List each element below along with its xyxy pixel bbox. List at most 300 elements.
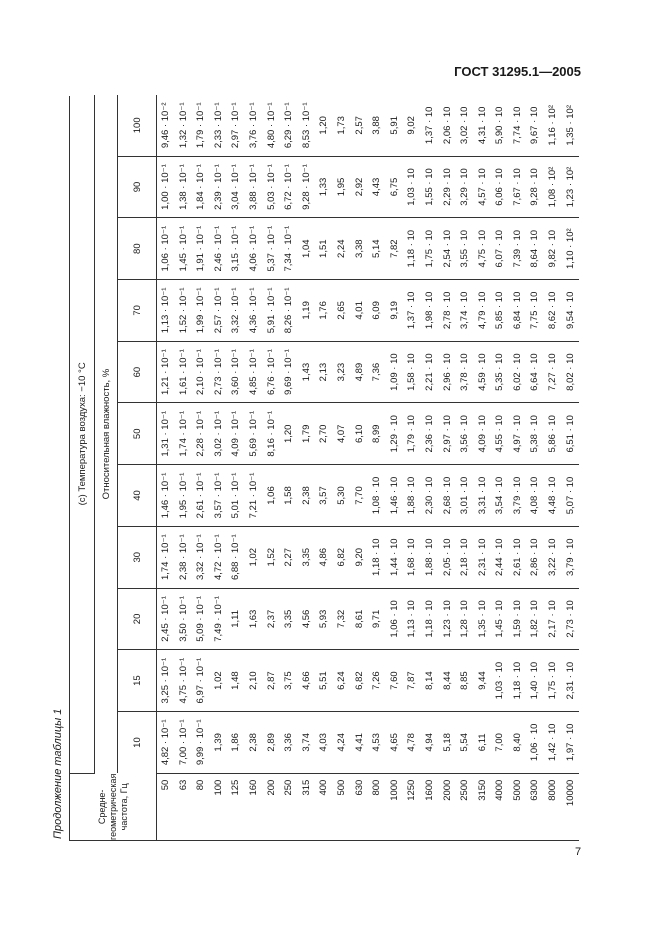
attenuation-cell: 1,03 · 10 (403, 156, 421, 218)
attenuation-cell: 4,57 · 10 (474, 156, 492, 218)
frequency-cell: 63 (177, 779, 189, 791)
table-row (562, 95, 580, 840)
attenuation-cell: 2,30 · 10 (421, 465, 439, 527)
attenuation-cell: 3,25 · 10⁻¹ (157, 650, 175, 712)
attenuation-cell: 4,59 · 10 (474, 341, 492, 403)
attenuation-cell: 2,89 (263, 711, 281, 773)
attenuation-cell: 2,38 (245, 711, 263, 773)
attenuation-cell: 1,95 (333, 156, 351, 218)
attenuation-cell: 4,75 · 10 (474, 218, 492, 280)
temperature-header: (с) Температура воздуха: −10 °С (70, 95, 95, 773)
attenuation-cell: 1,52 (263, 526, 281, 588)
document-header: ГОСТ 31295.1—2005 (454, 64, 581, 79)
table-border (69, 96, 579, 841)
humidity-value-header: 10 (118, 711, 157, 773)
attenuation-cell: 3,56 · 10 (456, 403, 474, 465)
attenuation-cell: 1,46 · 10⁻¹ (157, 465, 175, 527)
attenuation-cell: 2,68 · 10 (439, 465, 457, 527)
attenuation-cell: 6,11 (474, 711, 492, 773)
attenuation-cell: 1,32 · 10⁻¹ (175, 95, 193, 156)
humidity-value-header: 60 (118, 341, 157, 403)
attenuation-cell: 9,54 · 10 (562, 280, 580, 342)
attenuation-cell: 2,18 · 10 (456, 526, 474, 588)
frequency-cell: 6300 (529, 779, 541, 801)
attenuation-cell: 1,63 (245, 588, 263, 650)
attenuation-cell: 1,37 · 10 (421, 95, 439, 156)
attenuation-cell: 6,72 · 10⁻¹ (280, 156, 298, 218)
attenuation-cell: 4,66 (298, 650, 316, 712)
attenuation-cell: 1,45 · 10⁻¹ (175, 218, 193, 280)
attenuation-cell: 1,08 · 10 (368, 465, 386, 527)
attenuation-cell: 3,29 · 10 (456, 156, 474, 218)
attenuation-cell: 1,59 · 10 (509, 588, 527, 650)
frequency-cell: 1600 (423, 779, 435, 801)
humidity-value-header: 70 (118, 280, 157, 342)
attenuation-cell: 1,91 · 10⁻¹ (192, 218, 210, 280)
attenuation-cell: 6,76 · 10⁻¹ (263, 341, 281, 403)
attenuation-cell: 9,46 · 10⁻² (157, 95, 175, 156)
attenuation-cell: 4,97 · 10 (509, 403, 527, 465)
frequency-cell: 2000 (441, 779, 453, 801)
attenuation-cell: 3,01 · 10 (456, 465, 474, 527)
attenuation-cell: 1,37 · 10 (403, 280, 421, 342)
attenuation-cell: 2,28 · 10⁻¹ (192, 403, 210, 465)
attenuation-cell: 8,02 · 10 (562, 341, 580, 403)
attenuation-cell: 7,70 (351, 465, 369, 527)
attenuation-cell: 6,09 (368, 280, 386, 342)
attenuation-cell: 3,55 · 10 (456, 218, 474, 280)
attenuation-cell: 3,38 (351, 218, 369, 280)
attenuation-cell: 5,07 · 10 (562, 465, 580, 527)
table-row (526, 95, 544, 840)
attenuation-cell: 8,53 · 10⁻¹ (298, 95, 316, 156)
attenuation-cell: 2,10 · 10⁻¹ (192, 341, 210, 403)
attenuation-cell: 6,75 (386, 156, 404, 218)
attenuation-cell: 1,21 · 10⁻¹ (157, 341, 175, 403)
attenuation-cell: 4,53 (368, 711, 386, 773)
attenuation-cell: 5,18 (439, 711, 457, 773)
attenuation-cell: 2,92 (351, 156, 369, 218)
attenuation-cell: 5,54 (456, 711, 474, 773)
attenuation-cell: 1,02 (210, 650, 228, 712)
attenuation-cell: 1,79 (298, 403, 316, 465)
attenuation-cell: 8,26 · 10⁻¹ (280, 280, 298, 342)
attenuation-cell: 1,98 · 10 (421, 280, 439, 342)
attenuation-cell: 6,82 (351, 650, 369, 712)
frequency-cell: 800 (371, 779, 383, 796)
frequency-cell: 4000 (494, 779, 506, 801)
attenuation-cell: 1,06 · 10 (386, 588, 404, 650)
table-row (333, 95, 351, 840)
attenuation-cell: 3,32 · 10⁻¹ (192, 526, 210, 588)
table-row (263, 95, 281, 840)
attenuation-cell: 7,34 · 10⁻¹ (280, 218, 298, 280)
attenuation-cell: 1,84 · 10⁻¹ (192, 156, 210, 218)
attenuation-cell: 3,79 · 10 (509, 465, 527, 527)
table-row (368, 95, 386, 840)
attenuation-cell: 2,10 (245, 650, 263, 712)
attenuation-cell: 2,44 · 10 (491, 526, 509, 588)
attenuation-cell: 1,97 · 10 (562, 711, 580, 773)
attenuation-cell: 4,01 (351, 280, 369, 342)
attenuation-cell: 3,35 (280, 588, 298, 650)
attenuation-cell: 2,39 · 10⁻¹ (210, 156, 228, 218)
frequency-cell: 125 (230, 779, 242, 796)
attenuation-cell: 5,30 (333, 465, 351, 527)
attenuation-cell: 1,55 · 10 (421, 156, 439, 218)
table-row (351, 95, 369, 840)
attenuation-cell: 1,18 · 10 (403, 218, 421, 280)
table-row (439, 95, 457, 840)
attenuation-cell: 7,39 · 10 (509, 218, 527, 280)
attenuation-cell: 8,99 (368, 403, 386, 465)
humidity-value-header: 80 (118, 218, 157, 280)
table-row (456, 95, 474, 840)
attenuation-cell: 9,02 (403, 95, 421, 156)
frequency-cell: 8000 (547, 779, 559, 801)
attenuation-cell: 1,75 · 10 (544, 650, 562, 712)
frequency-cell: 400 (318, 779, 330, 796)
attenuation-cell: 2,37 (263, 588, 281, 650)
attenuation-cell: 6,07 · 10 (491, 218, 509, 280)
attenuation-cell: 6,06 · 10 (491, 156, 509, 218)
attenuation-cell: 7,67 · 10 (509, 156, 527, 218)
attenuation-cell: 4,09 · 10⁻¹ (227, 403, 245, 465)
table-row (227, 95, 245, 840)
attenuation-cell: 1,23 · 10² (562, 156, 580, 218)
attenuation-cell: 2,57 · 10⁻¹ (210, 280, 228, 342)
attenuation-cell: 1,73 (333, 95, 351, 156)
attenuation-cell: 1,11 (227, 588, 245, 650)
attenuation-cell: 6,29 · 10⁻¹ (280, 95, 298, 156)
attenuation-cell: 4,06 · 10⁻¹ (245, 218, 263, 280)
attenuation-cell: 1,08 · 10² (544, 156, 562, 218)
attenuation-cell: 9,67 · 10 (526, 95, 544, 156)
frequency-cell: 630 (353, 779, 365, 796)
attenuation-cell: 3,35 (298, 526, 316, 588)
attenuation-cell: 2,87 (263, 650, 281, 712)
frequency-cell: 50 (160, 779, 171, 791)
attenuation-cell: 5,91 (386, 95, 404, 156)
attenuation-cell: 4,72 · 10⁻¹ (210, 526, 228, 588)
attenuation-cell: 2,21 · 10 (421, 341, 439, 403)
rotated-content (47, 96, 607, 841)
frequency-cell: 2500 (459, 779, 471, 801)
attenuation-cell: 3,22 · 10 (544, 526, 562, 588)
attenuation-cell: 2,45 · 10⁻¹ (157, 588, 175, 650)
attenuation-cell: 7,75 · 10 (526, 280, 544, 342)
table-row (280, 95, 298, 840)
attenuation-cell: 7,36 (368, 341, 386, 403)
attenuation-cell: 1,48 (227, 650, 245, 712)
attenuation-cell: 4,85 · 10⁻¹ (245, 341, 263, 403)
attenuation-cell: 1,03 · 10 (491, 650, 509, 712)
attenuation-cell: 1,09 · 10 (386, 341, 404, 403)
table-row (210, 95, 228, 840)
attenuation-cell: 4,36 · 10⁻¹ (245, 280, 263, 342)
attenuation-cell: 9,44 (474, 650, 492, 712)
attenuation-cell: 2,33 · 10⁻¹ (210, 95, 228, 156)
attenuation-cell: 1,02 (245, 526, 263, 588)
table-row (474, 95, 492, 840)
attenuation-cell: 4,86 (315, 526, 333, 588)
humidity-value-header: 90 (118, 156, 157, 218)
attenuation-cell: 9,99 · 10⁻¹ (192, 711, 210, 773)
attenuation-cell: 7,26 (368, 650, 386, 712)
attenuation-cell: 9,82 · 10 (544, 218, 562, 280)
attenuation-cell: 2,73 · 10 (562, 588, 580, 650)
attenuation-cell: 4,03 (315, 711, 333, 773)
attenuation-cell: 2,24 (333, 218, 351, 280)
attenuation-cell: 5,14 (368, 218, 386, 280)
attenuation-cell: 4,09 · 10 (474, 403, 492, 465)
attenuation-cell: 1,44 · 10 (386, 526, 404, 588)
frequency-cell: 250 (283, 779, 295, 796)
attenuation-cell: 1,33 (315, 156, 333, 218)
attenuation-cell: 8,14 (421, 650, 439, 712)
attenuation-cell: 1,79 · 10 (403, 403, 421, 465)
attenuation-cell: 1,52 · 10⁻¹ (175, 280, 193, 342)
table-row (175, 95, 193, 840)
humidity-value-header: 15 (118, 650, 157, 712)
frequency-cell: 200 (265, 779, 277, 796)
attenuation-cell: 4,41 (351, 711, 369, 773)
attenuation-cell: 6,82 (333, 526, 351, 588)
humidity-value-header: 30 (118, 526, 157, 588)
attenuation-cell: 8,85 (456, 650, 474, 712)
attenuation-cell: 4,24 (333, 711, 351, 773)
attenuation-cell: 5,85 · 10 (491, 280, 509, 342)
attenuation-cell: 2,54 · 10 (439, 218, 457, 280)
attenuation-cell: 2,31 · 10 (562, 650, 580, 712)
table-row (491, 95, 509, 840)
humidity-header: Относительная влажность, % (95, 95, 118, 773)
attenuation-cell: 2,06 · 10 (439, 95, 457, 156)
attenuation-cell: 3,15 · 10⁻¹ (227, 218, 245, 280)
attenuation-cell: 9,28 · 10 (526, 156, 544, 218)
attenuation-cell: 1,28 · 10 (456, 588, 474, 650)
attenuation-cell: 1,75 · 10 (421, 218, 439, 280)
table-row (192, 95, 210, 840)
table-row (403, 95, 421, 840)
attenuation-cell: 5,01 · 10⁻¹ (227, 465, 245, 527)
attenuation-cell: 8,40 (509, 711, 527, 773)
attenuation-cell: 9,28 · 10⁻¹ (298, 156, 316, 218)
attenuation-cell: 2,70 (315, 403, 333, 465)
attenuation-cell: 1,06 (263, 465, 281, 527)
attenuation-cell: 2,78 · 10 (439, 280, 457, 342)
attenuation-cell: 3,02 · 10⁻¹ (210, 403, 228, 465)
attenuation-cell: 1,88 · 10 (403, 465, 421, 527)
table-row (509, 95, 527, 840)
attenuation-cell: 1,35 · 10 (474, 588, 492, 650)
attenuation-cell: 9,71 (368, 588, 386, 650)
attenuation-cell: 7,49 · 10⁻¹ (210, 588, 228, 650)
attenuation-cell: 1,88 · 10 (421, 526, 439, 588)
attenuation-cell: 1,18 · 10 (368, 526, 386, 588)
attenuation-cell: 4,89 (351, 341, 369, 403)
attenuation-cell: 8,16 · 10⁻¹ (263, 403, 281, 465)
frequency-cell: 500 (335, 779, 347, 796)
attenuation-cell: 4,48 · 10 (544, 465, 562, 527)
attenuation-cell: 1,99 · 10⁻¹ (192, 280, 210, 342)
attenuation-cell: 6,88 · 10⁻¹ (227, 526, 245, 588)
attenuation-cell: 1,35 · 10² (562, 95, 580, 156)
table-row (421, 95, 439, 840)
attenuation-cell: 2,36 · 10 (421, 403, 439, 465)
table-body (157, 95, 580, 840)
attenuation-cell: 1,58 (280, 465, 298, 527)
attenuation-cell: 3,50 · 10⁻¹ (175, 588, 193, 650)
attenuation-cell: 2,13 (315, 341, 333, 403)
attenuation-cell: 7,82 (386, 218, 404, 280)
attenuation-cell: 1,39 (210, 711, 228, 773)
attenuation-cell: 3,23 (333, 341, 351, 403)
attenuation-cell: 5,69 · 10⁻¹ (245, 403, 263, 465)
frequency-cell: 100 (212, 779, 224, 796)
attenuation-cell: 3,74 (298, 711, 316, 773)
attenuation-cell: 1,18 · 10 (509, 650, 527, 712)
attenuation-cell: 8,44 (439, 650, 457, 712)
attenuation-cell: 1,45 · 10 (491, 588, 509, 650)
attenuation-cell: 2,73 · 10⁻¹ (210, 341, 228, 403)
table-row (157, 95, 175, 840)
attenuation-cell: 2,17 · 10 (544, 588, 562, 650)
attenuation-table (70, 95, 579, 840)
attenuation-cell: 7,00 (491, 711, 509, 773)
attenuation-cell: 4,75 · 10⁻¹ (175, 650, 193, 712)
attenuation-cell: 3,60 · 10⁻¹ (227, 341, 245, 403)
attenuation-cell: 1,82 · 10 (526, 588, 544, 650)
attenuation-cell: 3,88 · 10⁻¹ (245, 156, 263, 218)
attenuation-cell: 3,36 (280, 711, 298, 773)
attenuation-cell: 4,43 (368, 156, 386, 218)
humidity-value-header: 40 (118, 465, 157, 527)
rotated-table-frame (47, 96, 607, 841)
attenuation-cell: 3,74 · 10 (456, 280, 474, 342)
table-row (386, 95, 404, 840)
attenuation-cell: 2,27 (280, 526, 298, 588)
attenuation-cell: 6,64 · 10 (526, 341, 544, 403)
frequency-cell: 160 (247, 779, 259, 796)
attenuation-cell: 7,21 · 10⁻¹ (245, 465, 263, 527)
attenuation-cell: 2,61 · 10⁻¹ (192, 465, 210, 527)
frequency-column-header: Средне-геометрическая частота, Гц (70, 773, 157, 840)
attenuation-cell: 1,18 · 10 (421, 588, 439, 650)
attenuation-cell: 4,31 · 10 (474, 95, 492, 156)
attenuation-cell: 9,69 · 10⁻¹ (280, 341, 298, 403)
attenuation-cell: 7,00 · 10⁻¹ (175, 711, 193, 773)
frequency-cell: 3150 (476, 779, 488, 801)
humidity-value-header: 20 (118, 588, 157, 650)
attenuation-cell: 8,62 · 10 (544, 280, 562, 342)
attenuation-cell: 3,88 (368, 95, 386, 156)
attenuation-cell: 1,23 · 10 (439, 588, 457, 650)
attenuation-cell: 1,79 · 10⁻¹ (192, 95, 210, 156)
attenuation-cell: 2,97 · 10 (439, 403, 457, 465)
attenuation-cell: 3,32 · 10⁻¹ (227, 280, 245, 342)
attenuation-cell: 6,10 (351, 403, 369, 465)
attenuation-cell: 1,29 · 10 (386, 403, 404, 465)
attenuation-cell: 2,96 · 10 (439, 341, 457, 403)
attenuation-cell: 1,13 · 10 (403, 588, 421, 650)
attenuation-cell: 1,42 · 10 (544, 711, 562, 773)
attenuation-cell: 2,31 · 10 (474, 526, 492, 588)
attenuation-cell: 1,86 (227, 711, 245, 773)
attenuation-cell: 4,08 · 10 (526, 465, 544, 527)
attenuation-cell: 3,79 · 10 (562, 526, 580, 588)
attenuation-cell: 4,82 · 10⁻¹ (157, 711, 175, 773)
humidity-values-row (118, 95, 157, 840)
attenuation-cell: 5,35 · 10 (491, 341, 509, 403)
attenuation-cell: 4,65 (386, 711, 404, 773)
attenuation-cell: 5,09 · 10⁻¹ (192, 588, 210, 650)
attenuation-cell: 1,19 (298, 280, 316, 342)
attenuation-cell: 2,86 · 10 (526, 526, 544, 588)
attenuation-cell: 5,90 · 10 (491, 95, 509, 156)
attenuation-cell: 4,07 (333, 403, 351, 465)
attenuation-cell: 3,78 · 10 (456, 341, 474, 403)
attenuation-cell: 1,20 (280, 403, 298, 465)
attenuation-cell: 8,64 · 10 (526, 218, 544, 280)
attenuation-cell: 4,55 · 10 (491, 403, 509, 465)
attenuation-cell: 9,20 (351, 526, 369, 588)
frequency-cell: 80 (195, 779, 207, 791)
attenuation-cell: 4,56 (298, 588, 316, 650)
attenuation-cell: 4,78 (403, 711, 421, 773)
attenuation-cell: 6,24 (333, 650, 351, 712)
frequency-cell: 1250 (406, 779, 418, 801)
table-row (245, 95, 263, 840)
attenuation-cell: 1,58 · 10 (403, 341, 421, 403)
page-number: 7 (575, 846, 582, 858)
attenuation-cell: 6,84 · 10 (509, 280, 527, 342)
attenuation-cell: 1,04 (298, 218, 316, 280)
attenuation-cell: 1,74 · 10⁻¹ (157, 526, 175, 588)
attenuation-cell: 2,05 · 10 (439, 526, 457, 588)
attenuation-cell: 3,57 · 10⁻¹ (210, 465, 228, 527)
attenuation-cell: 5,03 · 10⁻¹ (263, 156, 281, 218)
humidity-value-header: 100 (118, 95, 157, 156)
attenuation-cell: 1,74 · 10⁻¹ (175, 403, 193, 465)
attenuation-cell: 6,51 · 10 (562, 403, 580, 465)
attenuation-cell: 3,31 · 10 (474, 465, 492, 527)
attenuation-cell: 2,65 (333, 280, 351, 342)
table-row (315, 95, 333, 840)
attenuation-cell: 4,94 (421, 711, 439, 773)
attenuation-cell: 7,74 · 10 (509, 95, 527, 156)
attenuation-cell: 1,51 (315, 218, 333, 280)
attenuation-cell: 2,97 · 10⁻¹ (227, 95, 245, 156)
attenuation-cell: 7,32 (333, 588, 351, 650)
attenuation-cell: 3,57 (315, 465, 333, 527)
table-row (298, 95, 316, 840)
attenuation-cell: 7,87 (403, 650, 421, 712)
attenuation-cell: 5,38 · 10 (526, 403, 544, 465)
attenuation-cell: 1,00 · 10⁻¹ (157, 156, 175, 218)
attenuation-cell: 9,19 (386, 280, 404, 342)
attenuation-cell: 1,61 · 10⁻¹ (175, 341, 193, 403)
attenuation-cell: 1,40 · 10 (526, 650, 544, 712)
attenuation-cell: 2,38 (298, 465, 316, 527)
attenuation-cell: 1,76 (315, 280, 333, 342)
attenuation-cell: 6,97 · 10⁻¹ (192, 650, 210, 712)
attenuation-cell: 1,16 · 10² (544, 95, 562, 156)
attenuation-cell: 1,06 · 10 (526, 711, 544, 773)
attenuation-cell: 1,13 · 10⁻¹ (157, 280, 175, 342)
attenuation-cell: 5,51 (315, 650, 333, 712)
attenuation-cell: 4,79 · 10 (474, 280, 492, 342)
